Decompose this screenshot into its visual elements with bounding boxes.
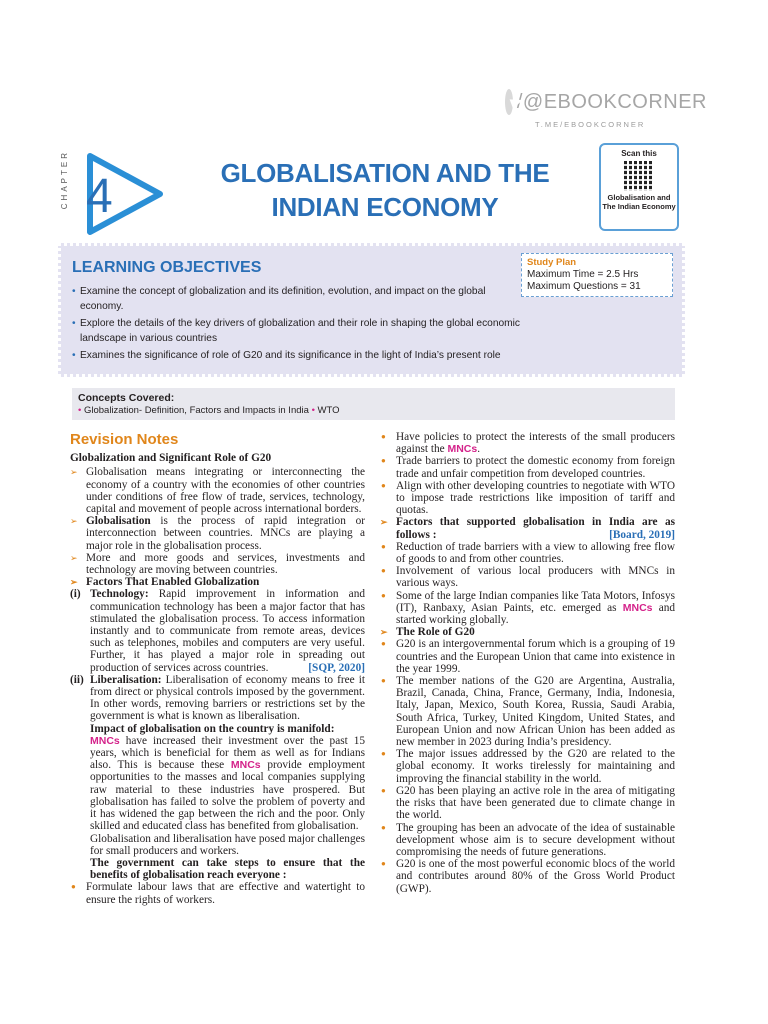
qr-code-icon[interactable] — [624, 161, 654, 191]
bullet-item: ● Align with other developing countries to negotiate with WTO to impose trade restrictions like imposition of tariff and quotas. — [380, 480, 675, 517]
bullet-item: ● G20 has been playing an active role in the area of mitigating the risks that have been generated due to climate change in the world. — [380, 785, 675, 822]
challenge-paragraph: Globalisation and liberalisation have posed major challenges for small producers and workers. — [90, 832, 365, 857]
concept-item: Globalization- Definition, Factors and Impacts in India — [83, 405, 309, 416]
chapter-play-icon — [72, 150, 172, 240]
bullet-item: ● The major issues addressed by the G20 are related to the global economy. It works tirelessly for maintaining and improving the financial stability in the world. — [380, 748, 675, 785]
objective-item: • Examine the concept of globalization and its definition, evolution, and impact on the global economy. — [72, 284, 522, 314]
study-plan-heading: Study Plan — [527, 257, 577, 268]
watermark-handle: /@EBOOKCORNER — [516, 90, 707, 113]
bullet-item: ● G20 is one of the most powerful economic blocs of the world and contributes around 80% of the Gross World Product (GWP). — [380, 858, 675, 895]
g20-heading: ➢ The Role of G20 — [380, 626, 675, 638]
arrow-item-heading: ➢ Factors That Enabled Globalization — [70, 576, 365, 588]
bullet-item: ● Involvement of various local producers with MNCs in various ways. — [380, 565, 675, 589]
learning-objectives-heading: LEARNING OBJECTIVES — [72, 259, 262, 276]
chapter-word — [58, 150, 72, 209]
watermark-sub: T.ME/EBOOKCORNER — [535, 120, 646, 129]
learning-objectives-list — [72, 284, 522, 365]
impact-paragraph: Impact of globalisation on the country is manifold: MNCs have increased their investment over the past 15 years, which is beneficial for them as well as for Indians also. This is because these MNCs provide employment opportunities to the masses and local companies supplying raw material to these industries have prospered. But globalisation has failed to solve the problem of poverty and it has widened the gap between the rich and the poor. Only skilled and educated class has benefited from globalisation. — [90, 722, 365, 833]
telegram-icon — [505, 89, 513, 115]
left-column — [70, 431, 365, 906]
concepts-list — [78, 405, 669, 416]
arrow-item: ➢ Globalisation is the process of rapid integration or interconnection between countries. MNCs are playing a major role in the globalisation process. — [70, 515, 365, 552]
chapter-word-text: CHAPTER — [60, 150, 69, 210]
chapter-title-line1: GLOBALISATION AND THE — [220, 158, 550, 188]
right-column — [380, 431, 675, 895]
objective-item: • Explore the details of the key drivers of globalization and their role in shaping the global economic landscape in various countries — [72, 316, 522, 346]
bullet-item: ● The grouping has been an advocate of the idea of sustainable development whose aim is to secure development without compromising the needs of future generations. — [380, 822, 675, 859]
study-plan-questions: Maximum Questions = 31 — [527, 281, 641, 292]
arrow-item: ➢ More and more goods and services, investments and technology are moving between countries. — [70, 552, 365, 576]
steps-heading: The government can take steps to ensure that the benefits of globalisation reach everyone : — [90, 856, 365, 882]
scan-caption: Globalisation and The Indian Economy — [602, 193, 676, 211]
bullet-item: ● Formulate labour laws that are effective and watertight to ensure the rights of workers. — [70, 881, 365, 905]
numbered-item-liberalisation: (ii) Liberalisation: Liberalisation of economy means to free it from direct or physical controls imposed by the government. In other words, removing barriers or restrictions set by the government is what is known as liberalisation. — [70, 673, 365, 723]
chapter-title — [210, 156, 560, 224]
numbered-item-technology: (i) Technology: Rapid improvement in information and communication technology has been a major factor that has stimulated the globalisation process. To access information instantly and to communicate from remote areas, devices such as telephones, mobiles and computers are very useful. Further, it has played a major role in spreading out production of services across countries. [SQP, 2020] — [70, 588, 365, 674]
objective-item: • Examines the significance of role of G20 and its significance in the light of India’s present role — [72, 348, 522, 363]
chapter-title-line2: INDIAN ECONOMY — [271, 192, 499, 222]
bullet-icon: • — [311, 405, 315, 416]
source-tag: [Board, 2019] — [609, 528, 675, 541]
revision-notes-heading: Revision Notes — [70, 431, 179, 448]
arrow-item: ➢ Globalisation means integrating or interconnecting the economy of a country with the economies of other countries under conditions of free flow of trade, services, technology, capital and movement of people across international borders. — [70, 466, 365, 515]
concepts-heading: Concepts Covered: — [78, 392, 175, 404]
bullet-icon: • — [78, 405, 82, 416]
factors-heading: ➢ Factors that supported globalisation in India are as follows : [Board, 2019] — [380, 516, 675, 540]
concepts-covered-box — [72, 388, 675, 420]
bullet-item: ● Some of the large Indian companies like Tata Motors, Infosys (IT), Ranbaxy, Asian Paints, etc. emerged as MNCs and started working globally. — [380, 590, 675, 627]
bullet-item: ● Reduction of trade barriers with a view to allowing free flow of goods to and from other countries. — [380, 541, 675, 565]
study-plan-time: Maximum Time = 2.5 Hrs — [527, 269, 639, 280]
bullet-item: ● G20 is an intergovernmental forum which is a grouping of 19 countries and the European Union that came into existence in the year 1999. — [380, 638, 675, 675]
impact-heading: Impact of globalisation on the country is manifold: — [90, 722, 335, 735]
section-heading: Globalization and Significant Role of G20 — [70, 452, 272, 465]
study-plan-box — [521, 253, 673, 297]
concept-item: WTO — [317, 405, 340, 416]
scan-qr-box[interactable] — [599, 143, 679, 231]
watermark-badge — [497, 82, 707, 132]
chapter-number: 4 — [86, 170, 113, 223]
bullet-item: ● Have policies to protect the interests of the small producers against the MNCs. — [380, 431, 675, 455]
scan-label: Scan this — [621, 149, 657, 158]
bullet-item: ● The member nations of the G20 are Argentina, Australia, Brazil, Canada, China, France, Germany, India, Indonesia, Italy, Japan, Mexico, South Korea, Russia, Saudi Arabia, South Africa, Turkey, United Kingdom, United States, and European Union and now African Union has been added as new member in 2023 during India’s presidency. — [380, 675, 675, 748]
source-tag: [SQP, 2020] — [308, 661, 365, 674]
bullet-item: ● Trade barriers to protect the domestic economy from foreign trade and unfair competition from developed countries. — [380, 455, 675, 479]
